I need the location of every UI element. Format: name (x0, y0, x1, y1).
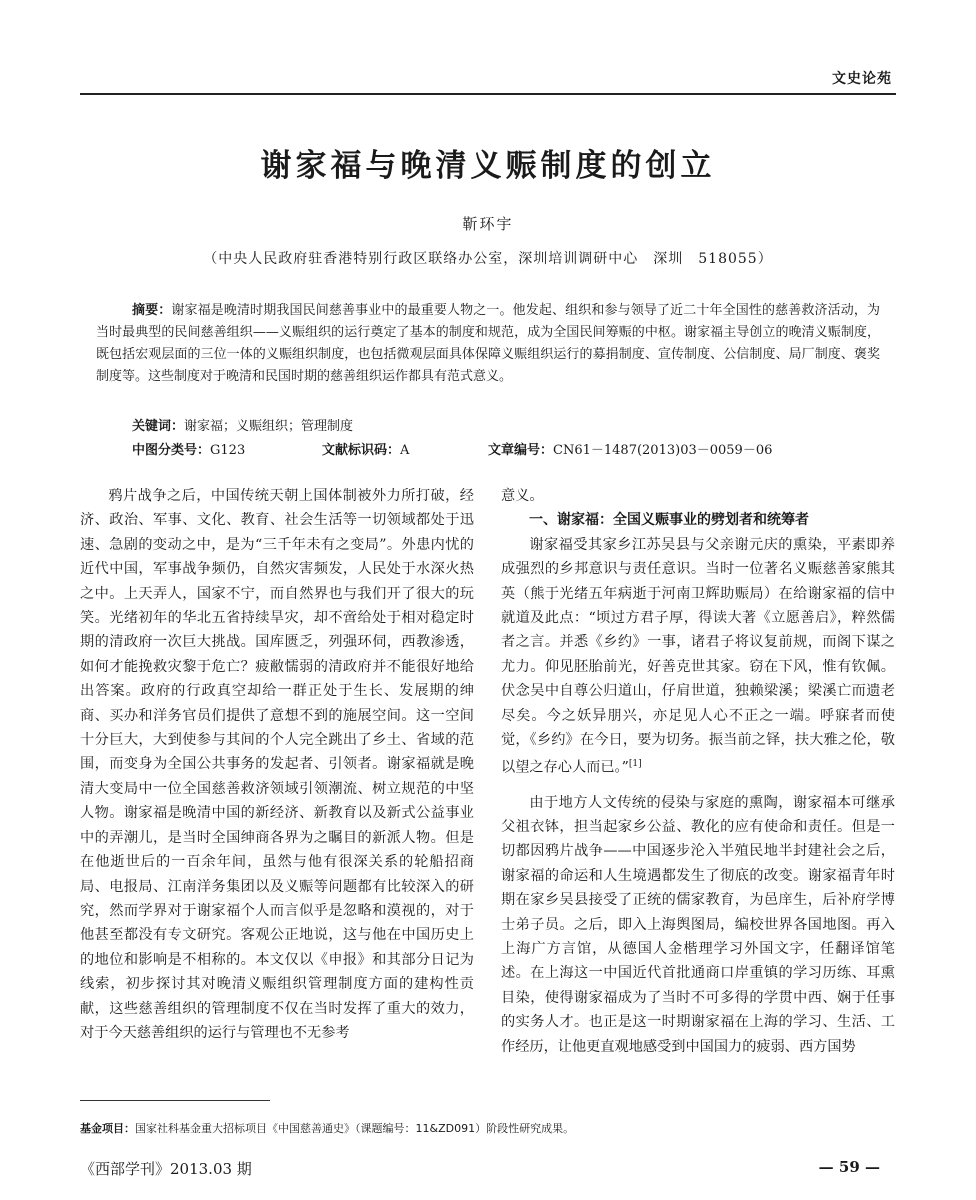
article-number-value: CN61－1487(2013)03－0059－06 (553, 443, 773, 458)
body-column-right (501, 484, 895, 1059)
classification-label: 中图分类号： (132, 443, 211, 458)
abstract (96, 300, 880, 388)
citation-mark: [1] (628, 759, 642, 770)
body-column-left (80, 484, 474, 1045)
article-title: 谢家福与晚清义赈制度的创立 (260, 148, 716, 184)
section-label: 文史论苑 (832, 71, 892, 87)
classification-value: G123 (210, 443, 246, 458)
abstract-label: 摘要： (132, 303, 172, 318)
author-name: 靳环宇 (462, 215, 514, 233)
page-number: — 59 — (818, 1158, 880, 1176)
keywords-label: 关键词： (132, 419, 185, 434)
header-rule (80, 93, 896, 95)
footnote-rule (80, 1100, 270, 1101)
body-paragraph-text: 谢家福受其家乡江苏吴县与父亲谢元庆的熏染，平素即养成强烈的乡邦意识与责任意识。当时一位著名义赈慈善家熊其英（熊于光绪五年病逝于河南卫辉助赈局）在给谢家福的信中就道及此点：“顷过方君子厚，得读大著《立愿善启》，粹然儒者之言。并悉《乡约》一事，诸君子将议复前规，而阁下谋之尤力。仰见胚胎前光，好善克世其家。窃在下风，惟有钦佩。伏念吴中自尊公归道山，仔肩世道，独赖梁溪；梁溪亡而遗老尽矣。今之妖异朋兴，亦足见人心不正之一端。呼寐者而使觉，《乡约》在今日，要为切务。振当前之铎，扶大雅之伦，敬以望之存心人而已。” (501, 536, 895, 777)
intro-continuation: 意义。 (501, 488, 544, 504)
keywords-text: 谢家福；义赈组织；管理制度 (184, 419, 354, 434)
article-number-label: 文章编号： (488, 443, 554, 458)
article-number (488, 440, 772, 462)
body-paragraph (501, 533, 895, 781)
funding-label: 基金项目： (80, 1122, 135, 1135)
document-code (322, 440, 409, 462)
funding-text: 国家社科基金重大招标项目《中国慈善通史》（课题编号：11&ZD091）阶段性研究成果。 (135, 1122, 575, 1135)
document-code-value: A (400, 443, 410, 458)
keywords (96, 416, 880, 438)
document-code-label: 文献标识码： (322, 443, 401, 458)
section-heading: 一、谢家福：全国义赈事业的劈划者和统筹者 (529, 512, 809, 529)
journal-name: 《西部学刊》2013.03 期 (80, 1160, 252, 1178)
abstract-text: 谢家福是晚清时期我国民间慈善事业中的最重要人物之一。他发起、组织和参与领导了近二十年全国性的慈善救济活动，为当时最典型的民间慈善组织——义赈组织的运行奠定了基本的制度和规范，成为全国民间筹赈的中枢。谢家福主导创立的晚清义赈制度，既包括宏观层面的三位一体的义赈组织制度，也包括微观层面具体保障义赈组织运行的募捐制度、宣传制度、公信制度、局厂制度、褒奖制度等。这些制度对于晚清和民国时期的慈善组织运作都具有范式意义。 (96, 303, 880, 384)
body-paragraph: 由于地方人文传统的侵染与家庭的熏陶，谢家福本可继承父祖衣钵，担当起家乡公益、教化的应有使命和责任。但是一切都因鸦片战争——中国逐步沦入半殖民地半封建社会之后，谢家福的命运和人生境遇都发生了彻底的改变。谢家福青年时期在家乡吴县接受了正统的儒家教育，为邑庠生，后补府学博士弟子员。之后，即入上海舆图局，编校世界各国地图。再入上海广方言馆，从德国人金楷理学习外国文字，任翻译馆笔述。在上海这一中国近代首批通商口岸重镇的学习历练、耳熏目染，使得谢家福成为了当时不可多得的学贯中西、娴于任事的实务人才。也正是这一时期谢家福在上海的学习、生活、工作经历，让他更直观地感受到中国国力的疲弱、西方国势 (501, 794, 895, 1055)
funding-footnote (80, 1120, 574, 1136)
classification-code (132, 440, 245, 462)
intro-paragraph: 鸦片战争之后，中国传统天朝上国体制被外力所打破，经济、政治、军事、文化、教育、社会生活等一切领域都处于迅速、急剧的变动之中，是为“三千年未有之变局”。外患内忧的近代中国，军事战争频仍，自然灾害频发，人民处于水深火热之中。上天弄人，国家不宁，而自然界也与我们开了很大的玩笑。光绪初年的华北五省持续旱灾，却不啻给处于相对稳定时期的清政府一次巨大挑战。国库匮乏，列强环伺，西教渗透，如何才能挽救灾黎于危亡？疲敝懦弱的清政府并不能很好地给出答案。政府的行政真空却给一群正处于生长、发展期的绅商、买办和洋务官员们提供了意想不到的施展空间。这一空间十分巨大，大到使参与其间的个人完全跳出了乡土、省域的范围，而变身为全国公共事务的发起者、引领者。谢家福就是晚清大变局中一位全国慈善救济领域引领潮流、树立规范的中坚人物。谢家福是晚清中国的新经济、新教育以及新式公益事业中的弄潮儿，是当时全国绅商各界为之瞩目的新派人物。但是在他逝世后的一百余年间，虽然与他有很深关系的轮船招商局、电报局、江南洋务集团以及义赈等问题都有比较深入的研究，然而学界对于谢家福个人而言似乎是忽略和漠视的，对于他甚至都没有专文研究。客观公正地说，这与他在中国历史上的地位和影响是不相称的。本文仅以《申报》和其部分日记为线索，初步探讨其对晚清义赈组织管理制度方面的建构性贡献，这些慈善组织的管理制度不仅在当时发挥了重大的效力，对于今天慈善组织的运行与管理也不无参考 (80, 488, 474, 1041)
author-affiliation: （中央人民政府驻香港特别行政区联络办公室，深圳培训调研中心 深圳 518055） (203, 251, 773, 267)
